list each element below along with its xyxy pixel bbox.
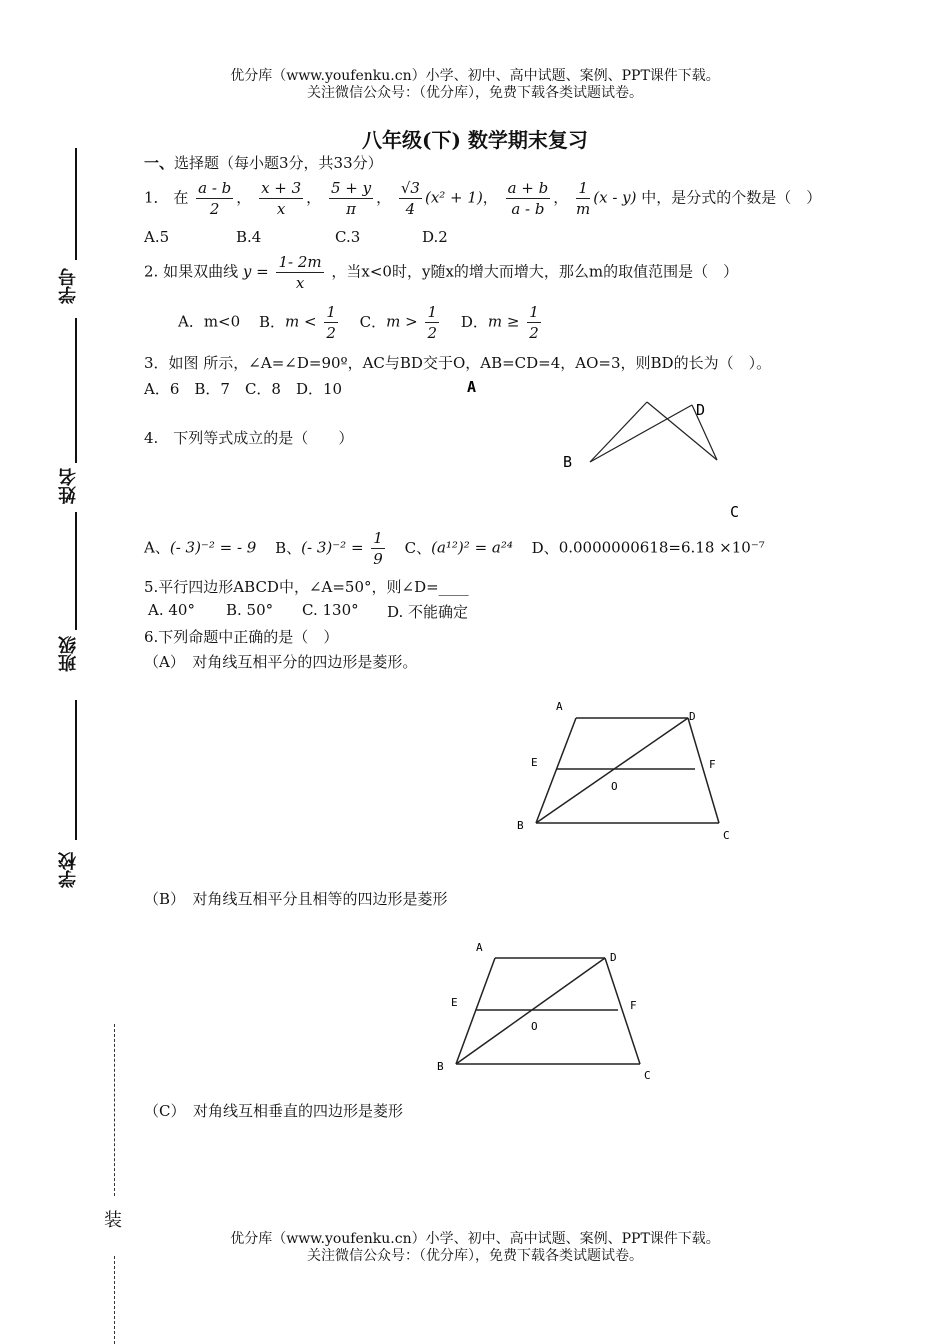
q2-option-d-label: D． — [460, 312, 488, 331]
q4-option-c-expr: (a¹²)² = a²⁴ — [431, 538, 513, 557]
q5-option-b: B. 50° — [226, 601, 274, 619]
q1-option-a: A.5 — [144, 228, 170, 246]
label-f: F — [630, 999, 637, 1012]
label-e: E — [531, 756, 538, 769]
q6-option-c: （C） 对角线互相垂直的四边形是菱形 — [144, 1102, 403, 1120]
q4-options — [144, 528, 765, 569]
q4-option-b-label: B、 — [275, 538, 302, 557]
q1-intro: 在 — [173, 188, 189, 207]
q1-f4-den: 4 — [405, 200, 416, 218]
q1-f2-den: x — [276, 200, 286, 218]
q1-f2-num: x + 3 — [261, 179, 302, 197]
label-b: B — [437, 1060, 444, 1073]
label-d: D — [689, 710, 696, 723]
q5-option-d: D. 不能确定 — [387, 603, 469, 621]
q4-option-d-expr: 0.0000000618=6.18 ×10⁻⁷ — [558, 538, 765, 557]
segment-ab — [456, 958, 495, 1064]
q1-option-d: D.2 — [422, 228, 448, 246]
q2-option-d-half — [527, 302, 541, 343]
section-heading-number: 一、 — [144, 154, 175, 172]
question-3: 3．如图 所示，∠A=∠D=90º，AC与BD交于O，AB=CD=4，AO=3，则BD的长为（ ）。 — [144, 354, 772, 372]
q1-fraction-3 — [329, 178, 373, 219]
q1-number: 1． — [144, 188, 169, 207]
trapezoid-figure-1 — [510, 690, 750, 850]
segment-bd — [536, 718, 688, 823]
label-o: O — [611, 780, 618, 793]
question-2 — [144, 252, 738, 293]
label-a: A — [467, 378, 477, 396]
q1-option-c: C.3 — [335, 228, 361, 246]
label-b: B — [517, 819, 524, 832]
q1-f4-tail: (x² + 1) — [424, 188, 483, 207]
question-1: 1． 在 $\frac{a - b}{2}$ ， $\frac{x + 3}{x}$ ， $\frac{5 + y}{\pi}$ ， $\frac{√3}{4}$ (x² + 1)， $\frac{a + b}{a - b}$ ， $\frac{1}{m}$ (x - y) 中，是分式的个数是（ ） — [144, 179, 822, 218]
q2-option-c-half — [425, 302, 439, 343]
q4-b-den: 9 — [373, 550, 383, 568]
question-4: 4. 下列等式成立的是（ ） — [144, 429, 354, 447]
q1-option-b: B.4 — [236, 228, 262, 246]
page-title: 八年级(下) 数学期末复习 — [362, 128, 588, 152]
q1-f6-tail: (x - y) — [593, 188, 637, 207]
footer-line-2: 关注微信公众号：（优分库），免费下载各类试题试卷。 — [307, 1248, 643, 1264]
label-c: C — [644, 1069, 651, 1082]
q2-option-c-label: C． — [359, 312, 387, 331]
q4-option-b-expr: (- 3)⁻² = — [301, 538, 364, 557]
q1-f6-den: m — [576, 200, 591, 218]
q2-prefix: 2. 如果双曲线 — [144, 262, 239, 281]
label-o: O — [531, 1020, 538, 1033]
q5-option-a: A. 40° — [148, 601, 195, 619]
segment-ba — [590, 402, 647, 462]
q2-f-num: 1- 2m — [278, 253, 322, 271]
segment-ab — [536, 718, 576, 823]
q1-suffix: 中，是分式的个数是（ ） — [641, 188, 822, 207]
q1-fraction-1 — [196, 178, 233, 219]
section-heading-text: 选择题（每小题3分，共33分） — [174, 154, 383, 172]
q2-fraction — [276, 252, 323, 293]
label-c: C — [730, 503, 740, 521]
half-den: 2 — [529, 324, 539, 342]
q1-f1-den: 2 — [209, 200, 220, 218]
q1-fraction-2 — [259, 178, 303, 219]
q6-option-a: （A） 对角线互相平分的四边形是菱形。 — [144, 653, 418, 671]
q4-option-a-label: A、 — [144, 538, 170, 557]
half-num: 1 — [529, 303, 539, 321]
q4-b-num: 1 — [373, 529, 383, 547]
q4-option-d-label: D、 — [531, 538, 559, 557]
q4-option-b-fraction — [371, 528, 385, 569]
footer-line-1: 优分库（www.youfenku.cn）小学、初中、高中试题、案例、PPT课件下载。 — [230, 1231, 720, 1247]
q2-options — [178, 302, 544, 343]
segment-bd — [456, 958, 605, 1064]
header-line-1: 优分库（www.youfenku.cn）小学、初中、高中试题、案例、PPT课件下载。 — [230, 68, 720, 84]
q1-f5-den: a - b — [511, 200, 545, 218]
question-6: 6.下列命题中正确的是（ ） — [144, 628, 339, 646]
q4-option-a-expr: (- 3)⁻² = - 9 — [169, 538, 257, 557]
half-den: 2 — [427, 324, 438, 342]
q1-f3-num: 5 + y — [330, 179, 372, 197]
segment-bd — [590, 405, 692, 462]
q1-f1-num: a - b — [198, 179, 232, 197]
question-5: 5.平行四边形ABCD中，∠A=50°，则∠D=____ — [144, 578, 469, 596]
header — [0, 68, 950, 102]
q1-f5-num: a + b — [507, 179, 549, 197]
q2-option-d-expr: m ≥ — [487, 312, 520, 331]
q3-figure — [467, 372, 755, 527]
label-b: B — [563, 453, 573, 471]
label-a: A — [476, 941, 483, 954]
margin-line — [75, 148, 77, 260]
q5-option-c: C. 130° — [302, 601, 359, 619]
header-line-2: 关注微信公众号：（优分库），免费下载各类试题试卷。 — [307, 85, 643, 101]
q1-f3-den: π — [346, 200, 356, 218]
half-num: 1 — [326, 303, 336, 321]
q1-fraction-6 — [576, 178, 590, 219]
q2-option-b-label: B． — [258, 312, 285, 331]
q4-option-c-label: C、 — [404, 538, 432, 557]
q3-options: A．6 B．7 C．8 D．10 — [144, 380, 343, 398]
label-d: D — [610, 951, 617, 964]
q2-option-c-expr: m > — [386, 312, 418, 331]
q6-option-b: （B） 对角线互相平分且相等的四边形是菱形 — [144, 890, 448, 908]
label-f: F — [709, 758, 716, 771]
label-student-id: 学号 — [58, 268, 79, 304]
label-a: A — [556, 700, 563, 713]
label-c: C — [723, 829, 730, 842]
q1-f4-num: √3 — [400, 179, 420, 197]
footer — [0, 1231, 950, 1265]
margin-line — [75, 318, 77, 463]
section-heading — [144, 152, 383, 173]
label-name: 姓名 — [58, 468, 79, 504]
binding-char: 装 — [104, 1210, 122, 1231]
trapezoid-figure-2 — [430, 932, 670, 1092]
label-class: 班级 — [58, 636, 79, 672]
q1-fraction-5 — [506, 178, 551, 219]
q2-y-eq: y = — [242, 262, 269, 281]
binding-dashed-line — [114, 1256, 115, 1344]
q2-f-den: x — [295, 274, 305, 292]
q2-option-a: A．m<0 — [178, 312, 241, 331]
margin-line — [75, 700, 77, 840]
half-den: 2 — [326, 324, 336, 342]
half-num: 1 — [427, 303, 438, 321]
q2-option-b-half — [324, 302, 338, 343]
label-d: D — [696, 401, 706, 419]
binding-dashed-line — [114, 1024, 115, 1196]
q1-f6-num: 1 — [576, 178, 590, 199]
margin-line — [75, 512, 77, 630]
q2-option-b-expr: m < — [284, 312, 317, 331]
q2-suffix: ，当x<0时，y随x的增大而增大，那么m的取值范围是（ ） — [331, 262, 739, 281]
label-e: E — [451, 996, 458, 1009]
q1-fraction-4 — [399, 178, 422, 219]
label-school: 学校 — [58, 852, 79, 888]
